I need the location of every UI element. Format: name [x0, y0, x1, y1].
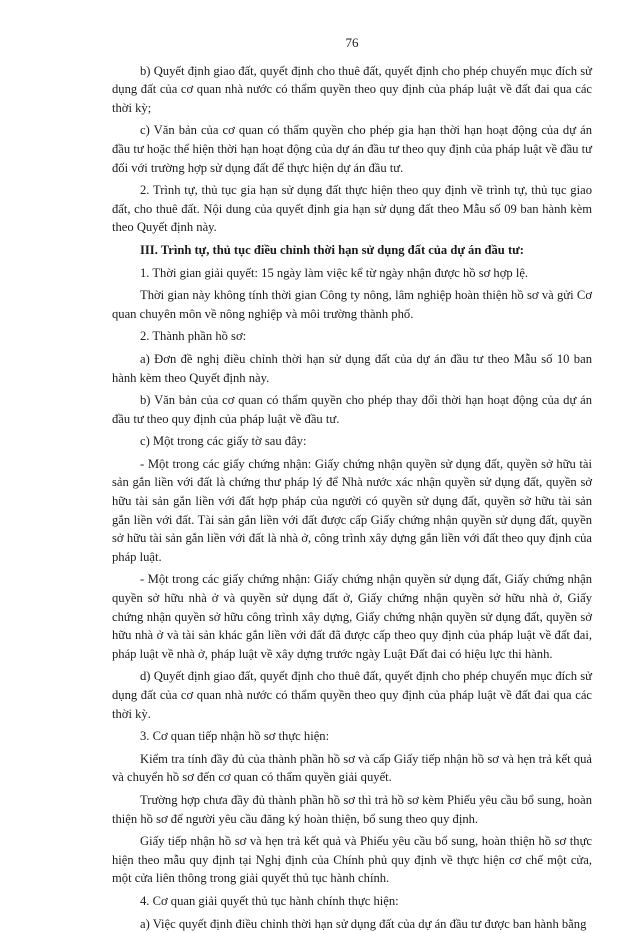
paragraph: - Một trong các giấy chứng nhận: Giấy chứng nhận quyền sử dụng đất, Giấy chứng nhận quyền sở hữu nhà ở và quyền sử dụng đất ở, Giấy chứng nhận quyền sở hữu nhà ở, Giấy chứng nhận quyền sở hữu công trình xây dựng, Giấy chứng nhận quyền sử dụng đất, quyền sở hữu nhà ở và tài sản khác gắn liền với đất đã được cấp theo quy định của pháp luật về đất đai, pháp luật về nhà ở, pháp luật về xây dựng trước ngày Luật Đất đai có hiệu lực thi hành. [112, 572, 592, 661]
section-heading: III. Trình tự, thủ tục điều chỉnh thời hạn sử dụng đất của dự án đầu tư: [140, 242, 524, 257]
paragraph: b) Văn bản của cơ quan có thẩm quyền cho phép thay đổi thời hạn hoạt động của dự án đầu tư theo quy định của pháp luật về đầu tư. [112, 393, 592, 426]
paragraph: Giấy tiếp nhận hồ sơ và hẹn trả kết quả và Phiếu yêu cầu bổ sung, hoàn thiện hồ sơ thực hiện theo mẫu quy định tại Nghị định của Chính phủ quy định về thực hiện cơ chế một cửa, một cửa liên thông trong giải quyết thủ tục hành chính. [112, 834, 592, 886]
paragraph: Kiểm tra tính đầy đủ của thành phần hồ sơ và cấp Giấy tiếp nhận hồ sơ và hẹn trả kết quả và chuyển hồ sơ đến cơ quan có thẩm quyền giải quyết. [112, 751, 592, 785]
document-body [112, 62, 592, 933]
paragraph: 2. Trình tự, thủ tục gia hạn sử dụng đất thực hiện theo quy định về trình tự, thủ tục giao đất, cho thuê đất. Nội dung của quyết định gia hạn sử dụng đất theo Mẫu số 09 ban hành kèm theo Quyết định này. [112, 183, 592, 235]
paragraph: b) Quyết định giao đất, quyết định cho thuê đất, quyết định cho phép chuyển mục đích sử dụng đất của cơ quan nhà nước có thẩm quyền theo quy định của pháp luật về đất đai qua các thời kỳ; [112, 63, 592, 115]
paragraph: a) Việc quyết định điều chỉnh thời hạn sử dụng đất của dự án đầu tư được ban hành bằng [140, 916, 587, 931]
page-number: 76 [345, 35, 359, 50]
paragraph: Thời gian này không tính thời gian Công ty nông, lâm nghiệp hoàn thiện hồ sơ và gửi Cơ quan chuyên môn về nông nghiệp và môi trường thành phố. [112, 288, 592, 321]
paragraph: Trường hợp chưa đầy đủ thành phần hồ sơ thì trả hồ sơ kèm Phiếu yêu cầu bổ sung, hoàn thiện hồ sơ để người yêu cầu đăng ký hoàn thiện, bổ sung theo quy định. [112, 792, 592, 826]
paragraph: c) Một trong các giấy tờ sau đây: [140, 434, 307, 449]
paragraph: 3. Cơ quan tiếp nhận hồ sơ thực hiện: [140, 729, 330, 744]
paragraph: d) Quyết định giao đất, quyết định cho thuê đất, quyết định cho phép chuyển mục đích sử dụng đất của cơ quan nhà nước có thẩm quyền theo quy định của pháp luật về đất đai qua các thời kỳ. [112, 669, 592, 721]
paragraph: a) Đơn đề nghị điều chỉnh thời hạn sử dụng đất của dự án đầu tư theo Mẫu số 10 ban hành kèm theo Quyết định này. [112, 351, 592, 385]
paragraph: 4. Cơ quan giải quyết thủ tục hành chính thực hiện: [140, 893, 399, 908]
paragraph: c) Văn bản của cơ quan có thẩm quyền cho phép gia hạn thời hạn hoạt động của dự án đầu tư hoặc thể hiện thời hạn hoạt động của dự án đầu tư theo quy định của pháp luật về đầu tư đối với trường hợp sử dụng đất để thực hiện dự án đầu tư. [112, 123, 592, 175]
paragraph: 2. Thành phần hồ sơ: [140, 329, 247, 344]
paragraph: - Một trong các giấy chứng nhận: Giấy chứng nhận quyền sử dụng đất, quyền sở hữu tài sản gắn liền với đất là chứng thư pháp lý để Nhà nước xác nhận quyền sử dụng đất, quyền sở hữu tài sản gắn liền với đất hợp pháp của người có quyền sử dụng đất, quyền sở hữu tài sản gắn liền với đất. Tài sản gắn liền với đất được cấp Giấy chứng nhận quyền sử dụng đất, quyền sở hữu tài sản gắn liền với đất là nhà ở, công trình xây dựng gắn liền với đất theo quy định của pháp luật. [112, 456, 592, 564]
paragraph: 1. Thời gian giải quyết: 15 ngày làm việc kể từ ngày nhận được hồ sơ hợp lệ. [140, 265, 529, 280]
